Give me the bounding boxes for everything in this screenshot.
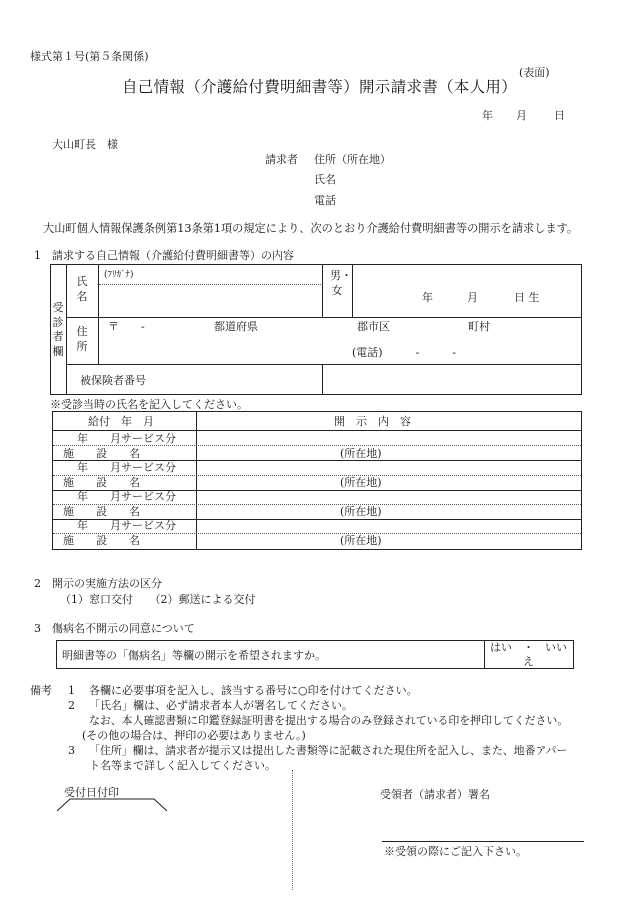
sex-label: 男・女 [330,269,352,297]
side-label: (表面) [519,66,550,79]
birth-month: 月 [467,291,478,304]
stamp-area-outline [56,798,168,812]
signature-line[interactable] [382,841,584,842]
name-note: ※受診当時の氏名を記入してください。 [50,398,248,411]
patient-side-label: 受診者欄 [52,301,64,358]
note-3b: ト名等まで詳しく記入してください。 [89,759,276,772]
stamp-label: 受付日付印 [64,786,119,799]
birth-day: 日 生 [514,291,540,304]
table-header-period: 給付 年 月 [88,415,154,428]
row-period: 年 月サービス分 [77,519,176,532]
postal-code: 〒 - [108,320,145,333]
delivery-options: （1）窓口交付 （2）郵送による交付 [60,593,256,606]
footer-divider [292,770,293,890]
birth-year: 年 [422,291,433,304]
requester-label: 請求者 [265,153,298,166]
section1-heading: 1 請求する自己情報（介護給付費明細書等）の内容 [34,249,294,262]
requester-name-label: 氏名 [314,173,336,186]
row-period: 年 月サービス分 [77,432,176,445]
row-period: 年 月サービス分 [77,490,176,503]
name-label: 氏名 [76,275,88,303]
address-label: 住所 [76,325,88,353]
consent-answer-wrap[interactable]: え [523,655,534,668]
signature-label: 受領者（請求者）署名 [380,788,490,801]
date-month: 月 [516,109,527,122]
date-year: 年 [482,109,493,122]
row-address: (所在地) [340,505,382,518]
row-facility: 施 設 名 [63,534,140,547]
consent-answer-yes-no[interactable]: はい ・ いい [490,641,567,654]
furigana-label: (ﾌﾘｶﾞﾅ) [104,270,134,280]
row-facility: 施 設 名 [63,447,140,460]
note-2b: なお、本人確認書類に印鑑登録証明書を提出する場合のみ登録されている印を押印してください。 [89,714,569,727]
requester-address-label: 住所（所在地） [314,153,391,166]
note-3a: 「住所」欄は、請求者が提示又は提出した書類等に記載された現住所を記入し、また、地番アパー [89,744,568,757]
note-2a: 「氏名」欄は、必ず請求者本人が署名してください。 [89,699,353,712]
consent-question: 明細書等の「傷病名」等欄の開示を希望されますか。 [62,649,326,662]
signature-note: ※受領の際にご記入下さい。 [384,845,527,858]
section2-heading: 2 開示の実施方法の区分 [34,577,162,590]
telephone-label: (電話) - - [352,346,457,359]
intro-text: 大山町個人情報保護条例第13条第1項の規定により、次のとおり介護給付費明細書等の開示を請求します。 [43,222,579,235]
prefecture-label: 都道府県 [214,320,258,333]
row-address: (所在地) [340,534,382,547]
section3-heading: 3 傷病名不開示の同意について [34,622,195,635]
insured-number-label: 被保険者番号 [80,374,146,387]
notes-label: 備考 [30,684,52,697]
date-day: 日 [554,109,565,122]
table-header-content: 開 示 内 容 [334,415,411,428]
row-address: (所在地) [340,476,382,489]
town-label: 町村 [468,320,490,333]
note-3-number: 3 [68,744,75,757]
form-number: 様式第１号(第５条関係) [30,50,149,63]
note-2c: (その他の場合は、押印の必要はありません。) [82,729,306,742]
page-title: 自己情報（介護給付費明細書等）開示請求書（本人用） [122,78,518,96]
addressee: 大山町長 様 [52,138,118,151]
note-2-number: 2 [68,699,75,712]
row-period: 年 月サービス分 [77,461,176,474]
note-1: 各欄に必要事項を記入し、該当する番号に○印を付けてください。 [89,684,418,697]
city-label: 郡市区 [357,320,390,333]
requester-phone-label: 電話 [314,194,336,207]
row-address: (所在地) [340,447,382,460]
row-facility: 施 設 名 [63,505,140,518]
note-1-number: 1 [68,684,75,697]
row-facility: 施 設 名 [63,476,140,489]
